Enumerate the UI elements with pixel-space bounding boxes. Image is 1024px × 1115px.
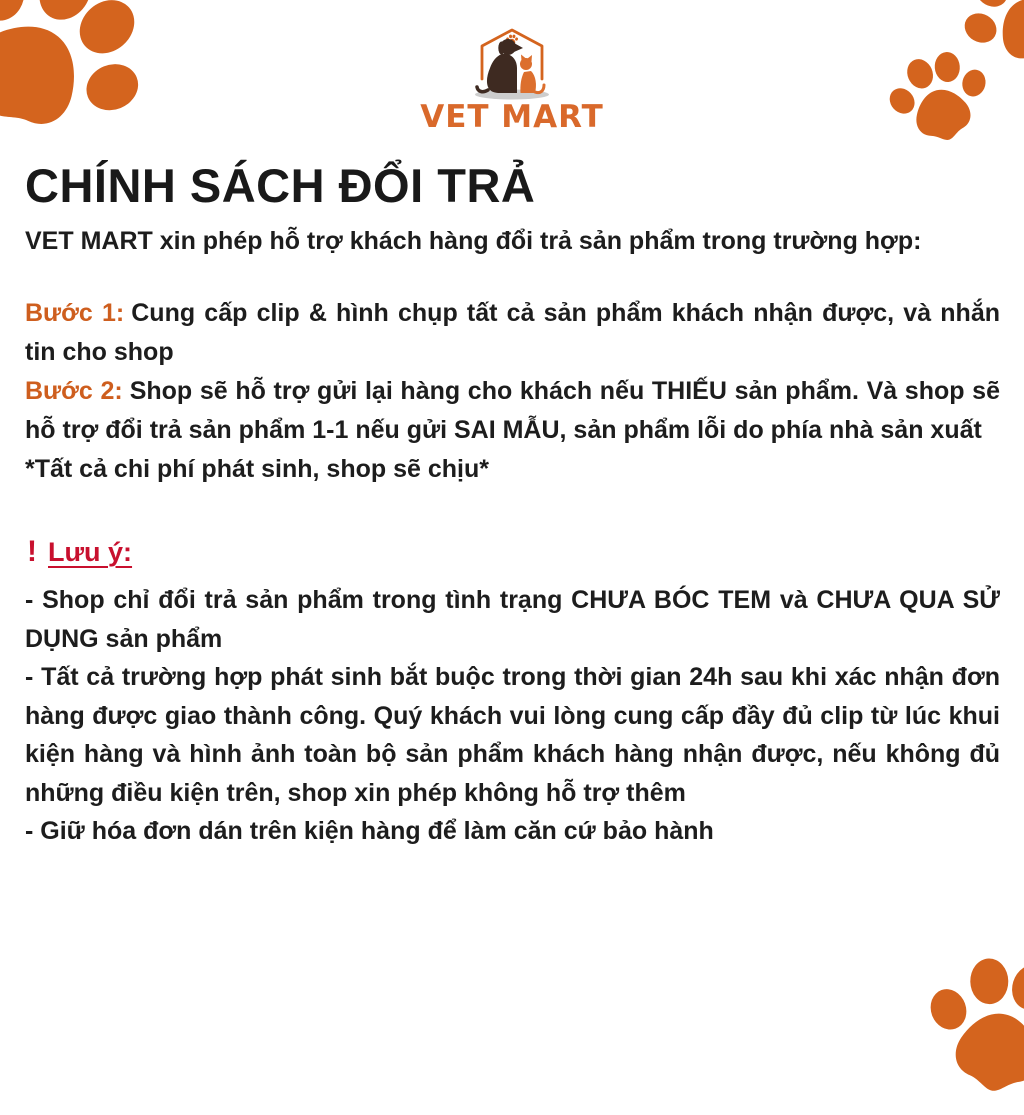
- notice-item: - Shop chỉ đổi trả sản phẩm trong tình trạng CHƯA BÓC TEM và CHƯA QUA SỬ DỤNG sản phẩm: [25, 586, 1000, 653]
- notice-heading: [27, 535, 1000, 569]
- step-2-paragraph: [25, 372, 1000, 450]
- page-title: CHÍNH SÁCH ĐỔI TRẢ: [25, 159, 536, 212]
- step-2-label: Bước 2:: [25, 377, 123, 405]
- fee-note: *Tất cả chi phí phát sinh, shop sẽ chịu*: [25, 455, 489, 483]
- notice-label: Lưu ý:: [48, 537, 133, 567]
- step-1-text: Cung cấp clip & hình chụp tất cả sản phẩm khách nhận được, và nhắn tin cho shop: [25, 299, 1000, 366]
- step-1-paragraph: [25, 294, 1000, 372]
- notice-item: - Giữ hóa đơn dán trên kiện hàng để làm căn cứ bảo hành: [25, 817, 714, 845]
- logo-wordmark: VET MART: [420, 99, 604, 135]
- exclamation-mark: !: [27, 535, 37, 568]
- dog-icon: [477, 39, 523, 93]
- vet-mart-logo: [392, 22, 632, 135]
- step-1-label: Bước 1:: [25, 299, 125, 327]
- intro-text: VET MART xin phép hỗ trợ khách hàng đổi trả sản phẩm trong trường hợp:: [25, 227, 922, 255]
- paw-print-icon: [915, 943, 1024, 1115]
- cat-icon: [520, 55, 544, 94]
- notice-item: - Tất cả trường hợp phát sinh bắt buộc trong thời gian 24h sau khi xác nhận đơn hàng được giao thành công. Quý khách vui lòng cung cấp đầy đủ clip từ lúc khui kiện hàng và hình ảnh toàn bộ sản phẩm khách hàng nhận được, nếu không đủ những điều kiện trên, shop xin phép không hỗ trợ thêm: [25, 663, 1000, 807]
- logo-emblem: [459, 22, 565, 102]
- policy-document: [25, 158, 1000, 851]
- step-2-text: Shop sẽ hỗ trợ gửi lại hàng cho khách nếu THIẾU sản phẩm. Và shop sẽ hỗ trợ đổi trả sản phẩm 1-1 nếu gửi SAI MẪU, sản phẩm lỗi do phía nhà sản xuất: [25, 377, 1000, 444]
